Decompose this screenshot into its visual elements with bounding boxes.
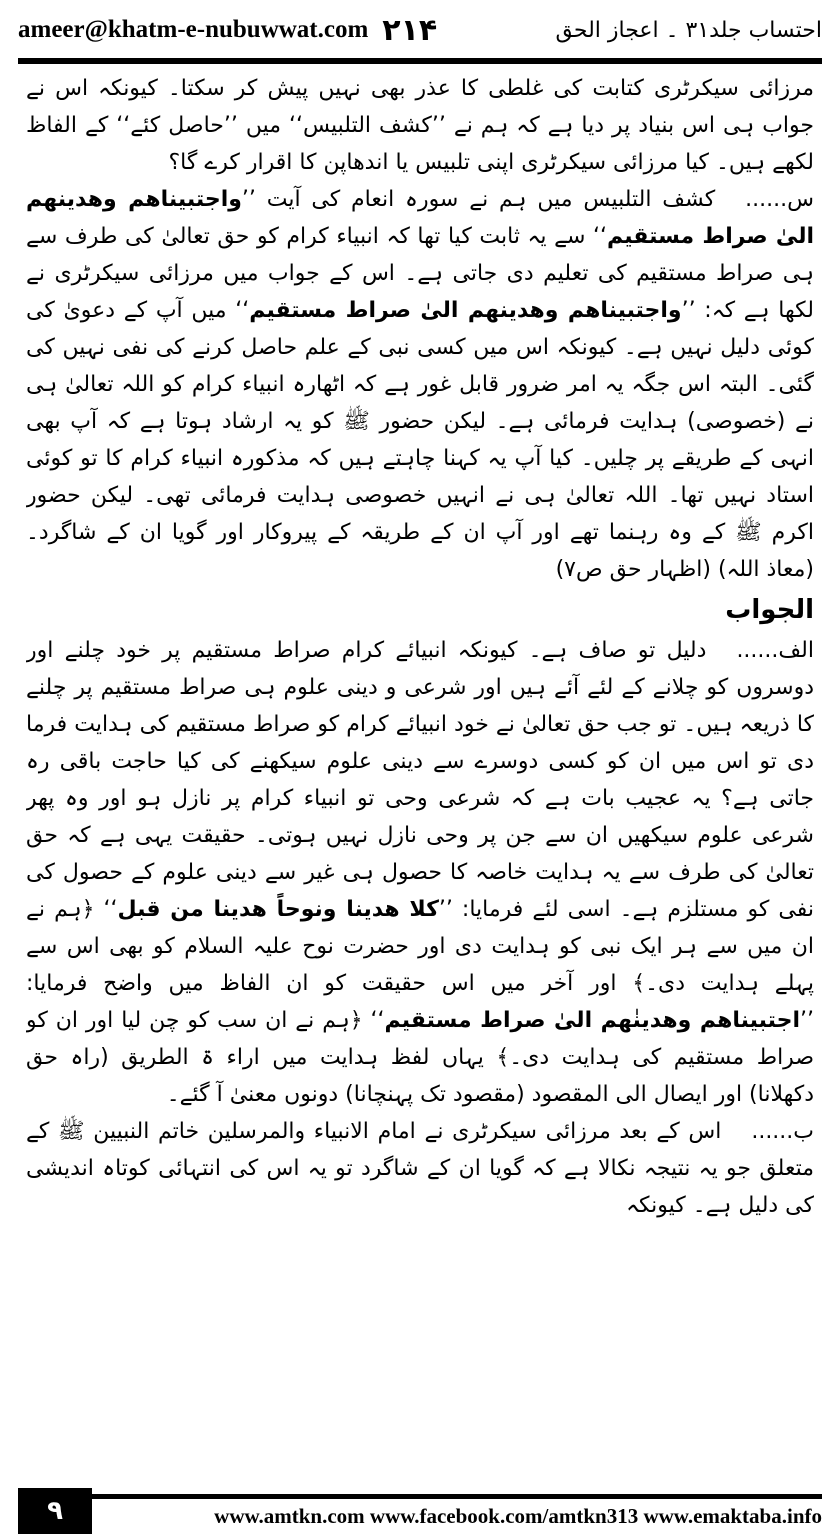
paragraph-4 [26, 1113, 814, 1224]
page-number: ۲۱۴ [382, 12, 438, 48]
bay-marker: ب...... [751, 1119, 814, 1144]
page-footer [0, 1488, 840, 1540]
p2-text-a: کشف التلبیس میں ہم نے سورہ انعام کی آیت ’’ [241, 187, 716, 212]
paragraph-1: مرزائی سیکرٹری کتابت کی غلطی کا عذر بھی نہیں پیش کر سکتا۔ کیونکہ اس نے جواب ہی اس بنیاد پر دیا ہے کہ ہم نے ’’کشف التلبیس‘‘ میں ’’حاصل کئے‘‘ کے الفاظ لکھے ہیں۔ کیا مرزائی سیکرٹری اپنی تلبیس یا اندھاپن کا اقرار کرے گا؟ [26, 76, 814, 175]
p4-text: اس کے بعد مرزائی سیکرٹری نے امام الانبیاء والمرسلین خاتم النبیین ﷺ کے متعلق جو یہ نتیجہ نکالا ہے کہ گویا ان کے شاگرد تو یہ اس کی انتہائی کوتاہ اندیشی کی دلیل ہے۔ کیونکہ [26, 1119, 814, 1218]
p3-text-c: ‘‘ ﴿ہم نے ان سب کو چن لیا اور ان کو صراط مستقیم کی ہدایت دی۔﴾ یہاں لفظ ہدایت میں اراء ۃ الطریق (راہ حق دکھلانا) اور ایصال الی المقصود (مقصود تک پہنچانا) دونوں معنیٰ آ گئے۔ [26, 1008, 814, 1107]
paragraph-2 [26, 181, 814, 588]
header-left [18, 13, 437, 48]
footer-rule [92, 1494, 822, 1499]
header-rule [18, 58, 822, 64]
email-address: ameer@khatm-e-nubuwwat.com [18, 16, 369, 43]
footer-page-number: ۹ [18, 1488, 92, 1534]
paragraph-3 [26, 632, 814, 1113]
quranic-quote-4: اجتبیناھم وھدینٰھم الیٰ صراط مستقیم [384, 1008, 800, 1033]
page-header [18, 6, 822, 54]
p2-text-b: ‘‘ سے یہ ثابت کیا تھا کہ انبیاء کرام کو حق تعالیٰ کی طرف سے ہی صراط مستقیم کی تعلیم دی جاتی ہے۔ اس کے جواب میں مرزائی سیکرٹری نے لکھا ہے کہ: ’’ [26, 224, 814, 323]
p3-text-a: دلیل تو صاف ہے۔ کیونکہ انبیائے کرام صراط مستقیم پر خود چلنے اور دوسروں کو چلانے کے لئے آئے ہیں اور شرعی و دینی علوم ہی صراط مستقیم پر چلنے کا ذریعہ ہیں۔ تو جب حق تعالیٰ نے خود انبیائے کرام کو صراط مستقیم کی ہدایت فرما دی تو اس میں ان کو کسی دوسرے سے دینی علوم سیکھنے کی کیا حاجت باقی رہ جاتی ہے؟ یہ عجیب بات ہے کہ شرعی وحی تو انبیاء کرام پر نازل ہو اور وہ پھر شرعی علوم سیکھیں ان سے جن پر وحی نازل نہیں ہوتی۔ حقیقت یہی ہے کہ حق تعالیٰ کی طرف سے یہ ہدایت خاصہ کا حصول ہی غیر سے دینی علوم کے حصول کی نفی کو مستلزم ہے۔ اسی لئے فرمایا: ’’ [26, 638, 814, 922]
alif-marker: الف...... [736, 638, 814, 663]
answer-heading: الجواب [725, 595, 814, 625]
p2-text-c: ‘‘ میں آپ کے دعویٰ کی کوئی دلیل نہیں ہے۔ کیونکہ اس میں کسی نبی کے علم حاصل کرنے کی نفی نہیں کی گئی۔ البتہ اس جگہ یہ امر ضرور قابل غور ہے کہ اٹھارہ انبیاء کرام کو اللہ تعالیٰ ہی نے (خصوصی) ہدایت فرمائی ہے۔ لیکن حضور ﷺ کو یہ ارشاد ہوتا ہے کہ آپ بھی انہی کے طریقے پر چلیں۔ کیا آپ یہ کہنا چاہتے ہیں کہ مذکورہ انبیاء کرام کا تو کوئی استاد نہیں تھا۔ اللہ تعالیٰ ہی نے انہیں خصوصی ہدایت فرمائی تھی۔ لیکن حضور اکرم ﷺ کے وہ رہنما تھے اور آپ ان کے طریقہ کے پیروکار اور گویا ان کے شاگرد۔ (معاذ اللہ) (اظہار حق ص۷) [26, 298, 814, 582]
p3-text-b: ‘‘ ﴿ہم نے ان میں سے ہر ایک نبی کو ہدایت دی اور حضرت نوح علیہ السلام کو بھی اس سے پہلے ہدایت دی۔﴾ اور آخر میں اس حقیقت کو ان الفاظ میں واضح فرمایا: ’’ [26, 897, 814, 1033]
quranic-quote: واجتبیناھم وھدینھم الیٰ صراط مستقیم [26, 187, 814, 249]
footer-urls: www.amtkn.com www.facebook.com/amtkn313 www.emaktaba.info [214, 1504, 822, 1528]
page-body [26, 70, 814, 1458]
book-title: احتساب جلد۳۱ ۔ اعجاز الحق [555, 17, 822, 43]
quranic-quote-3: کلا ھدینا ونوحاً ھدینا من قبل [117, 897, 439, 922]
quranic-quote-2: واجتبیناھم وھدینھم الیٰ صراط مستقیم [249, 298, 682, 323]
question-marker: س...... [745, 187, 814, 212]
